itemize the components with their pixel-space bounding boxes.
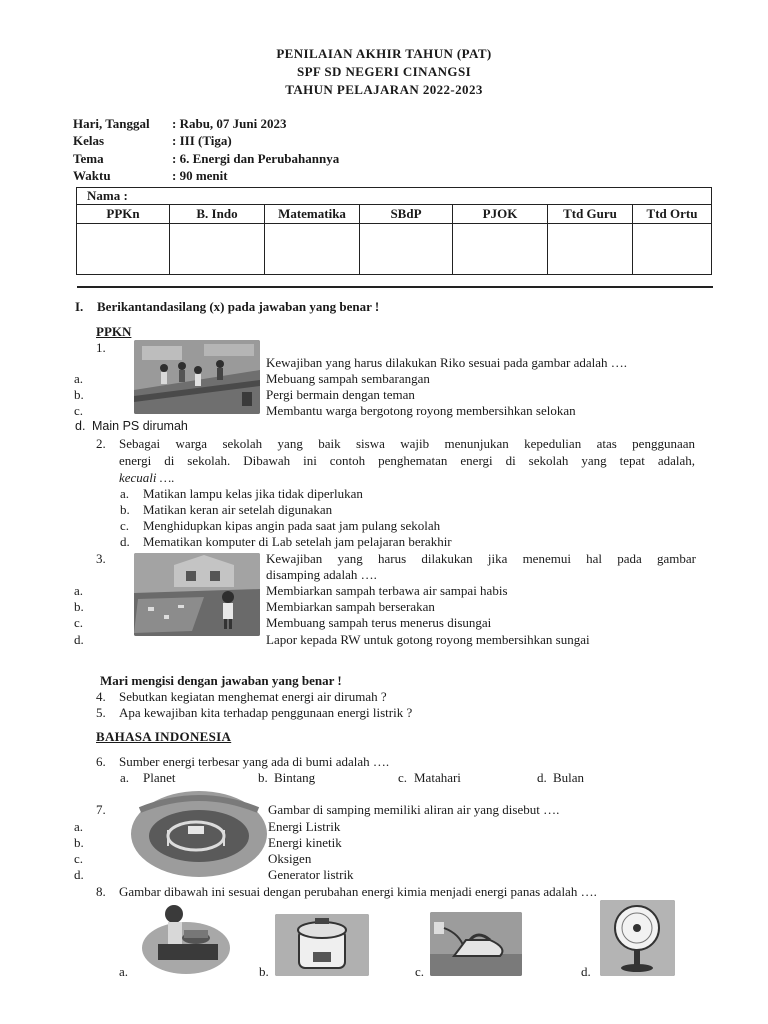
q2-option-c[interactable]: Menghidupkan kipas angin pada saat jam pulang sekolah (143, 518, 441, 533)
exam-title: PENILAIAN AKHIR TAHUN (PAT) (276, 46, 492, 61)
q7-illustration (130, 790, 268, 878)
q8-option-d-fan-picture[interactable] (600, 900, 675, 976)
q2-option-c-letter: c. (120, 518, 130, 533)
col-sbdp: SBdP (360, 205, 453, 224)
q8-option-c-iron-picture[interactable] (430, 912, 522, 976)
q7-text: Gambar di samping memiliki aliran air yang disebut …. (268, 802, 560, 817)
class-label: Kelas (73, 133, 105, 148)
signature-cell-guru[interactable] (548, 224, 633, 275)
q2-option-b[interactable]: Matikan keran air setelah digunakan (143, 502, 333, 517)
grades-table (76, 187, 712, 275)
q7-option-a-letter: a. (74, 819, 84, 834)
q7-picture (130, 790, 268, 878)
q7-option-c[interactable]: Oksigen (268, 851, 312, 866)
q7-number: 7. (96, 802, 106, 817)
stove-icon (138, 900, 232, 976)
iron-icon (430, 912, 522, 976)
time-value: : 90 menit (172, 168, 228, 183)
q1-option-a-letter: a. (74, 371, 84, 386)
q5-text: Apa kewajiban kita terhadap penggunaan energi listrik ? (119, 705, 413, 720)
q1-option-b[interactable]: Pergi bermain dengan teman (266, 387, 415, 402)
q1-option-d[interactable]: Main PS dirumah (92, 419, 188, 433)
q2-line-2: energi di sekolah. Dibawah ini contoh penghematan energi di sekolah yang tepat adalah, (119, 453, 695, 468)
q2-option-b-letter: b. (120, 502, 130, 517)
school-year: TAHUN PELAJARAN 2022-2023 (285, 82, 483, 97)
essay-instruction: Mari mengisi dengan jawaban yang benar ! (100, 673, 342, 688)
q1-number: 1. (96, 340, 106, 355)
date-label: Hari, Tanggal (73, 116, 150, 131)
q3-option-d-letter: d. (74, 632, 84, 647)
q8-option-b-letter: b. (259, 964, 269, 979)
score-cell-ppkn[interactable] (77, 224, 170, 275)
q3-number: 3. (96, 551, 106, 566)
bahasa-heading: BAHASA INDONESIA (96, 729, 232, 744)
col-ppkn: PPKn (77, 205, 170, 224)
section-divider (77, 286, 713, 288)
q3-option-b-letter: b. (74, 599, 84, 614)
q6-number: 6. (96, 754, 106, 769)
q3-line-2: disamping adalah …. (266, 567, 377, 582)
q1-option-c[interactable]: Membantu warga bergotong royong membersihkan selokan (266, 403, 576, 418)
section-number: I. (75, 299, 84, 314)
q3-option-a[interactable]: Membiarkan sampah terbawa air sampai habis (266, 583, 508, 598)
q6-option-b[interactable]: Bintang (274, 770, 316, 785)
q8-option-d-letter: d. (581, 964, 591, 979)
q3-option-c-letter: c. (74, 615, 84, 630)
q2-option-d-letter: d. (120, 534, 130, 549)
q2-option-d[interactable]: Mematikan komputer di Lab setelah jam pelajaran berakhir (143, 534, 452, 549)
q8-option-a-stove-picture[interactable] (138, 900, 232, 976)
q7-option-b-letter: b. (74, 835, 84, 850)
score-cell-bindo[interactable] (170, 224, 265, 275)
q2-line-1: Sebagai warga sekolah yang baik siswa wajib menunjukan kepedulian atas penggunaan (119, 436, 695, 451)
theme-value: : 6. Energi dan Perubahannya (172, 151, 340, 166)
name-label: Nama : (87, 188, 128, 203)
q2-line-3: kecuali …. (119, 470, 175, 485)
q6-option-d[interactable]: Bulan (553, 770, 585, 785)
q1-picture (134, 340, 260, 414)
q8-number: 8. (96, 884, 106, 899)
q5-number: 5. (96, 705, 106, 720)
date-value: : Rabu, 07 Juni 2023 (172, 116, 287, 131)
q4-text: Sebutkan kegiatan menghemat energi air dirumah ? (119, 689, 387, 704)
q7-option-c-letter: c. (74, 851, 84, 866)
q1-text: Kewajiban yang harus dilakukan Riko sesuai pada gambar adalah …. (266, 355, 627, 370)
q6-option-c-letter: c. (398, 770, 408, 785)
section-instruction: Berikantandasilang (x) pada jawaban yang benar ! (97, 299, 380, 314)
q2-option-a-letter: a. (120, 486, 130, 501)
theme-label: Tema (73, 151, 104, 166)
fan-icon (600, 900, 675, 976)
score-cell-sbdp[interactable] (360, 224, 453, 275)
q3-illustration (134, 553, 260, 636)
col-ttd-ortu: Ttd Ortu (633, 205, 712, 224)
q1-option-d-letter: d. (75, 419, 86, 433)
q1-option-a[interactable]: Mebuang sampah sembarangan (266, 371, 430, 386)
q6-text: Sumber energi terbesar yang ada di bumi adalah …. (119, 754, 390, 769)
q8-text: Gambar dibawah ini sesuai dengan perubahan energi kimia menjadi energi panas adalah …. (119, 884, 597, 899)
q2-number: 2. (96, 436, 106, 451)
q4-number: 4. (96, 689, 106, 704)
col-ttd-guru: Ttd Guru (548, 205, 633, 224)
score-cell-pjok[interactable] (453, 224, 548, 275)
q7-option-d-letter: d. (74, 867, 84, 882)
q3-option-b[interactable]: Membiarkan sampah berserakan (266, 599, 435, 614)
rice-cooker-icon (275, 914, 369, 976)
q6-option-a-letter: a. (120, 770, 130, 785)
q6-option-d-letter: d. (537, 770, 547, 785)
q6-option-c[interactable]: Matahari (414, 770, 461, 785)
q6-option-a[interactable]: Planet (143, 770, 176, 785)
q8-option-b-rice-cooker-picture[interactable] (275, 914, 369, 976)
col-bindo: B. Indo (170, 205, 265, 224)
q3-option-d[interactable]: Lapor kepada RW untuk gotong royong membersihkan sungai (266, 632, 590, 647)
q1-option-b-letter: b. (74, 387, 84, 402)
class-value: : III (Tiga) (172, 133, 232, 148)
q2-option-a[interactable]: Matikan lampu kelas jika tidak diperlukan (143, 486, 363, 501)
time-label: Waktu (73, 168, 111, 183)
q1-option-c-letter: c. (74, 403, 84, 418)
q7-option-a[interactable]: Energi Listrik (268, 819, 341, 834)
q7-option-d[interactable]: Generator listrik (268, 867, 354, 882)
col-matematika: Matematika (265, 205, 360, 224)
name-cell[interactable] (77, 188, 712, 205)
school-name: SPF SD NEGERI CINANGSI (296, 64, 472, 79)
q3-picture (134, 553, 260, 636)
q8-option-c-letter: c. (415, 964, 425, 979)
q6-option-b-letter: b. (258, 770, 268, 785)
q3-option-a-letter: a. (74, 583, 84, 598)
ppkn-heading: PPKN (96, 324, 132, 339)
q1-illustration (134, 340, 260, 414)
score-cell-matematika[interactable] (265, 224, 360, 275)
col-pjok: PJOK (453, 205, 548, 224)
signature-cell-ortu[interactable] (633, 224, 712, 275)
q8-option-a-letter: a. (119, 964, 129, 979)
q3-option-c[interactable]: Membuang sampah terus menerus disungai (266, 615, 492, 630)
q7-option-b[interactable]: Energi kinetik (268, 835, 342, 850)
q3-line-1: Kewajiban yang harus dilakukan jika menemui hal pada gambar (266, 551, 696, 566)
